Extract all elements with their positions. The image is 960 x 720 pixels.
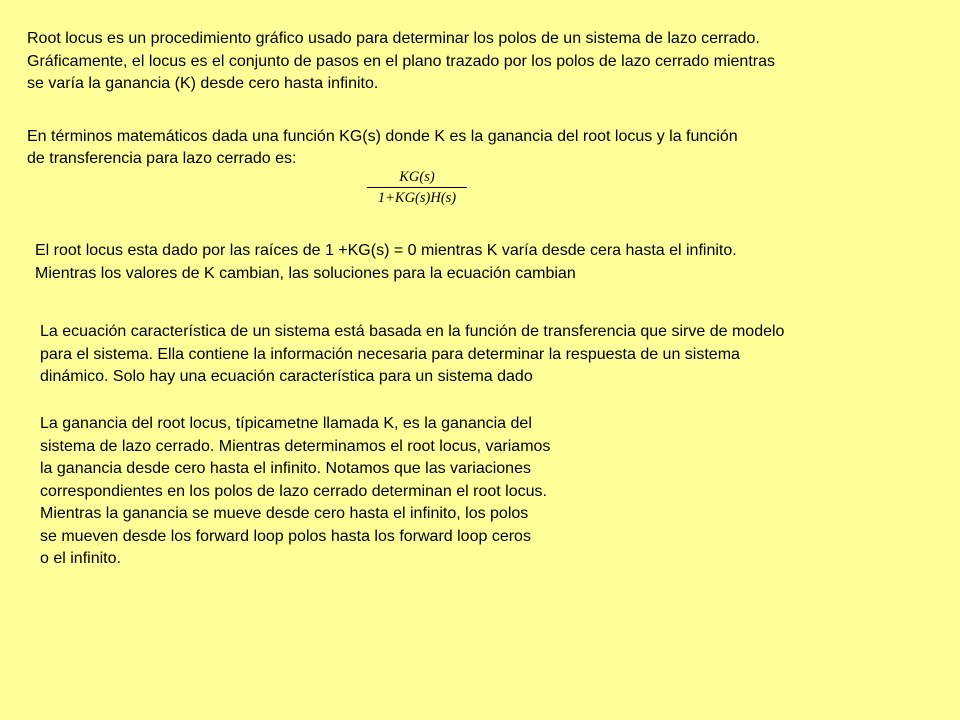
transfer-function-formula xyxy=(365,167,469,208)
text-line: o el infinito. xyxy=(40,550,121,567)
root-locus-gain-paragraph xyxy=(40,413,550,571)
text-line: Root locus es un procedimiento gráfico usado para determinar los polos de un sistema de lazo cerrado. xyxy=(27,30,760,47)
text-line: sistema de lazo cerrado. Mientras determinamos el root locus, variamos xyxy=(40,437,551,455)
characteristic-equation-paragraph xyxy=(40,321,784,389)
text-line: se mueven desde los forward loop polos hasta los forward loop ceros xyxy=(40,527,531,545)
text-line: se varía la ganancia (K) desde cero hasta infinito. xyxy=(27,75,379,92)
text-line: Mientras la ganancia se mueve desde cero hasta el infinito, los polos xyxy=(40,505,529,522)
text-line: Mientras los valores de K cambian, las soluciones para la ecuación cambian xyxy=(35,264,576,282)
root-locus-roots-paragraph xyxy=(35,240,737,285)
text-line: La ecuación característica de un sistema está basada en la función de transferencia que sirve de modelo xyxy=(40,323,785,340)
formula-numerator: KG(s) xyxy=(399,169,435,185)
text-line: La ganancia del root locus, típicametne llamada K, es la ganancia del xyxy=(40,415,532,432)
formula-denominator: 1+KG(s)H(s) xyxy=(377,190,457,206)
text-line: En términos matemáticos dada una función KG(s) donde K es la ganancia del root locus y la función xyxy=(27,128,738,145)
text-line: Gráficamente, el locus es el conjunto de pasos en el plano trazado por los polos de lazo cerrado mientras xyxy=(27,52,775,70)
text-line: la ganancia desde cero hasta el infinito. Notamos que las variaciones xyxy=(40,460,531,477)
text-line: dinámico. Solo hay una ecuación característica para un sistema dado xyxy=(40,368,533,385)
text-line: para el sistema. Ella contiene la información necesaria para determinar la respuesta de un sistema xyxy=(40,345,740,363)
text-line: de transferencia para lazo cerrado es: xyxy=(27,150,297,167)
mathematical-terms-paragraph xyxy=(27,126,738,170)
text-line: El root locus esta dado por las raíces de 1 +KG(s) = 0 mientras K varía desde cera hasta el infinito. xyxy=(35,242,737,259)
text-line: correspondientes en los polos de lazo cerrado determinan el root locus. xyxy=(40,482,547,500)
root-locus-definition-paragraph xyxy=(27,28,775,96)
